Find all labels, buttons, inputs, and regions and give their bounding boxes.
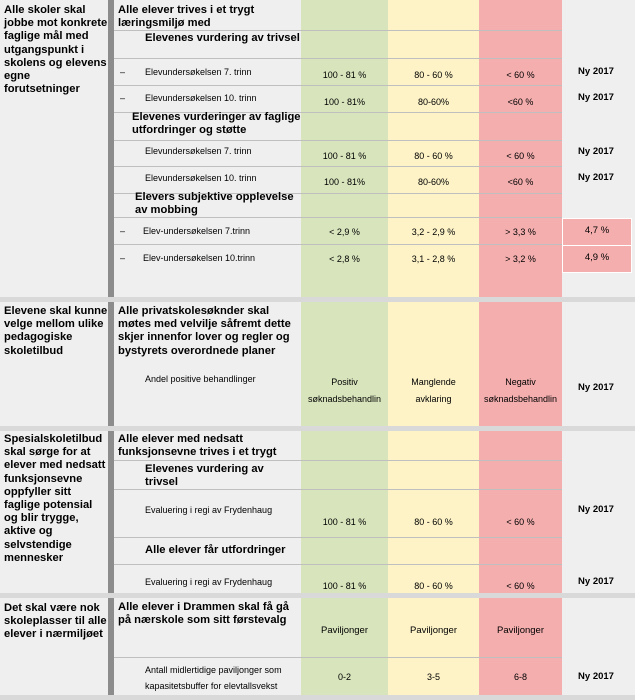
threshold-line: søknadsbehandlin (307, 394, 382, 404)
yellow-threshold: 3-5 (426, 672, 440, 682)
yellow-threshold: 80 - 60 % (414, 581, 453, 591)
threshold-line: Negativ (505, 377, 536, 387)
subheading: Elevenes vurdering av trivsel (145, 32, 300, 44)
dash-bullet: – (120, 253, 126, 263)
subheading: Alle elever får utfordringer (145, 544, 286, 556)
red-threshold (479, 374, 562, 408)
yellow-threshold: 80 - 60 % (414, 151, 453, 161)
subheading: Elevenes vurderinger av faglige utfordringer og støtte (132, 111, 301, 137)
green-threshold: 100 - 81 % (322, 517, 367, 527)
row-label (145, 662, 300, 694)
subheading: Elevenes vurdering av trivsel (145, 463, 264, 489)
dash-bullet: – (120, 67, 126, 77)
yellow-threshold: 3,2 - 2,9 % (411, 227, 456, 237)
goal-text: Spesialskoletilbud skal sørge for at elever med nedsatt funksjonsevne oppfyller sitt faglige potensial og blir trygge, aktive og selvstendige mennesker (4, 433, 106, 564)
section-heading: Alle elever med nedsatt funksjonsevne trives i et trygt (118, 433, 277, 459)
subheading: Elevers subjektive opplevelse av mobbing (135, 191, 294, 217)
red-threshold: > 3,2 % (505, 254, 536, 264)
red-threshold: < 60 % (506, 581, 535, 591)
section-separator (0, 695, 635, 700)
row-label: Evaluering i regi av Frydenhaug (145, 577, 273, 587)
red-threshold: <60 % (507, 177, 534, 187)
section-heading: Alle elever i Drammen skal få gå på nærskole som sitt førstevalg (118, 601, 290, 627)
section-heading: Alle privatskolesøknder skal møtes med velvilje såfremt dette skjer innenfor lover og regler og bystyrets overordnede planer (118, 305, 291, 357)
green-threshold: 100 - 81 % (322, 151, 367, 161)
yellow-threshold: 80 - 60 % (414, 517, 453, 527)
green-header: Paviljonger (321, 625, 368, 636)
green-threshold: 0-2 (337, 672, 351, 682)
red-threshold: <60 % (507, 97, 534, 107)
result-value: 4,7 % (562, 218, 632, 246)
year-label: Ny 2017 (578, 671, 614, 682)
red-threshold: > 3,3 % (505, 227, 536, 237)
year-label: Ny 2017 (578, 576, 614, 587)
row-label: Elevundersøkelsen 7. trinn (145, 67, 252, 77)
dash-bullet: – (120, 93, 126, 103)
year-label: Ny 2017 (578, 172, 614, 183)
red-threshold: < 60 % (506, 70, 535, 80)
row-label: Evaluering i regi av Frydenhaug (145, 505, 273, 515)
red-threshold: < 60 % (506, 151, 535, 161)
goal-text: Det skal være nok skoleplasser til alle elever i nærmiljøet (4, 602, 107, 641)
year-label: Ny 2017 (578, 66, 614, 77)
dash-bullet: – (120, 226, 126, 236)
goal-text: Elevene skal kunne velge mellom ulike pedagogiske skoletilbud (4, 305, 108, 357)
yellow-threshold: 80 - 60 % (414, 70, 453, 80)
goal-text: Alle skoler skal jobbe mot konkrete faglige mål med utgangspunkt i skolens og elevens egne forutsetninger (4, 4, 108, 96)
result-value: 4,9 % (562, 245, 632, 273)
green-threshold: < 2,8 % (329, 254, 360, 264)
green-threshold (301, 374, 388, 408)
yellow-threshold: 3,1 - 2,8 % (411, 254, 456, 264)
row-label: Elevundersøkelsen 10. trinn (145, 173, 257, 183)
threshold-line: avklaring (415, 394, 452, 404)
green-threshold: < 2,9 % (329, 227, 360, 237)
red-threshold: < 60 % (506, 517, 535, 527)
green-threshold: 100 - 81% (323, 177, 366, 187)
yellow-header: Paviljonger (410, 625, 457, 636)
year-label: Ny 2017 (578, 146, 614, 157)
red-threshold: 6-8 (513, 672, 527, 682)
year-label: Ny 2017 (578, 382, 614, 393)
threshold-line: Positiv (331, 377, 358, 387)
red-header: Paviljonger (497, 625, 544, 636)
label-line: kapasitetsbuffer for elevtallsvekst (145, 681, 278, 691)
row-label: Andel positive behandlinger (145, 374, 256, 384)
threshold-line: søknadsbehandlin (483, 394, 558, 404)
section-heading: Alle elever trives i et trygt læringsmiljø med (118, 4, 255, 30)
yellow-threshold (388, 374, 479, 408)
threshold-line: Manglende (411, 377, 456, 387)
row-label: Elev-undersøkelsen 7.trinn (143, 226, 251, 236)
green-threshold: 100 - 81 % (322, 581, 367, 591)
green-threshold: 100 - 81% (323, 97, 366, 107)
year-label: Ny 2017 (578, 92, 614, 103)
year-label: Ny 2017 (578, 504, 614, 515)
label-line: Antall midlertidige paviljonger som (145, 665, 282, 675)
row-label: Elevundersøkelsen 10. trinn (145, 93, 257, 103)
green-threshold: 100 - 81 % (322, 70, 367, 80)
row-label: Elev-undersøkelsen 10.trinn (143, 253, 256, 263)
row-label: Elevundersøkelsen 7. trinn (145, 146, 252, 156)
yellow-threshold: 80-60% (417, 177, 450, 187)
yellow-threshold: 80-60% (417, 97, 450, 107)
